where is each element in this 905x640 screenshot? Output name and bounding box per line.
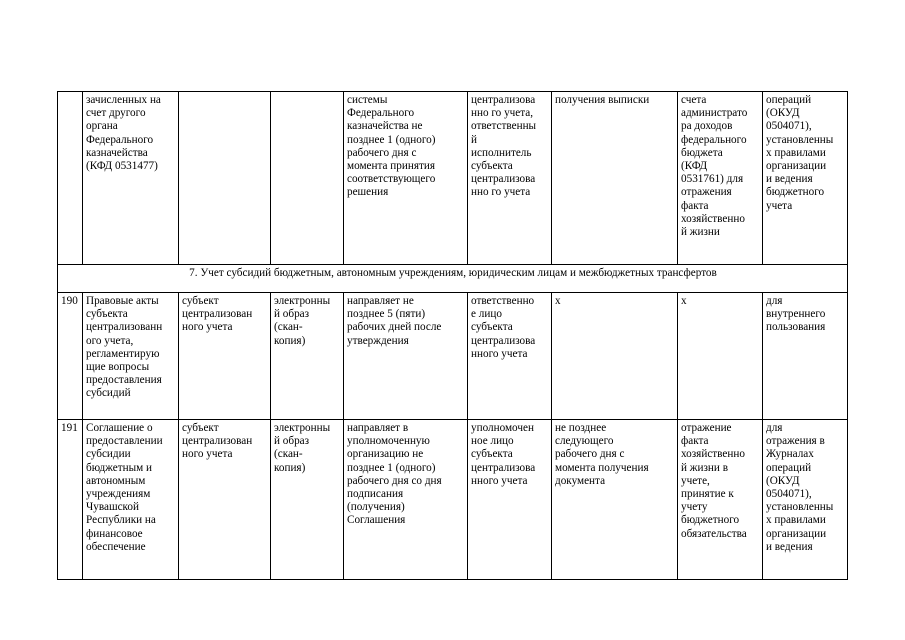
row-number-cell: 190 xyxy=(58,293,83,420)
row-number-cell xyxy=(58,92,83,265)
table-row-continuation xyxy=(58,92,848,265)
section-heading: 7. Учет субсидий бюджетным, автономным учреждениям, юридическим лицам и межбюджетных трансфертов xyxy=(58,265,848,293)
responsible-cell: централизова нно го учета, ответственны й исполнитель субъекта централизова нно го учета xyxy=(468,92,552,265)
format-cell xyxy=(271,92,344,265)
format-cell: электронны й образ (скан- копия) xyxy=(271,420,344,580)
usage-cell: операций (ОКУД 0504071), установленны х правилами организации и ведения бюджетного учета xyxy=(763,92,848,265)
processing-deadline-cell: не позднее следующего рабочего дня с момента получения документа xyxy=(552,420,678,580)
document-name-cell: Правовые акты субъекта централизованн ого учета, регламентирую щие вопросы предоставления субсидий xyxy=(83,293,179,420)
responsible-cell: уполномочен ное лицо субъекта централизова нного учета xyxy=(468,420,552,580)
deadline-cell: направляет в уполномоченную организацию не позднее 1 (одного) рабочего дня со дня подписания (получения) Соглашения xyxy=(344,420,468,580)
creator-cell xyxy=(179,92,271,265)
document-name-cell: зачисленных на счет другого органа Федерального казначейства (КФД 0531477) xyxy=(83,92,179,265)
row-number-cell: 191 xyxy=(58,420,83,580)
purpose-cell: счета администрато ра доходов федерального бюджета (КФД 0531761) для отражения факта хозяйственно й жизни xyxy=(678,92,763,265)
document-name-cell: Соглашение о предоставлении субсидии бюджетным и автономным учреждениям Чувашской Республики на финансовое обеспечение xyxy=(83,420,179,580)
processing-deadline-cell: х xyxy=(552,293,678,420)
document-table xyxy=(57,91,848,580)
deadline-cell: системы Федерального казначейства не позднее 1 (одного) рабочего дня с момента принятия соответствующего решения xyxy=(344,92,468,265)
purpose-cell: отражение факта хозяйственно й жизни в учете, принятие к учету бюджетного обязательства xyxy=(678,420,763,580)
purpose-cell: х xyxy=(678,293,763,420)
responsible-cell: ответственно е лицо субъекта централизова нного учета xyxy=(468,293,552,420)
creator-cell: субъект централизован ного учета xyxy=(179,293,271,420)
table-row xyxy=(58,420,848,580)
processing-deadline-cell: получения выписки xyxy=(552,92,678,265)
usage-cell: для внутреннего пользования xyxy=(763,293,848,420)
deadline-cell: направляет не позднее 5 (пяти) рабочих дней после утверждения xyxy=(344,293,468,420)
usage-cell: для отражения в Журналах операций (ОКУД 0504071), установленны х правилами организации и ведения xyxy=(763,420,848,580)
creator-cell: субъект централизован ного учета xyxy=(179,420,271,580)
section-heading-row xyxy=(58,265,848,293)
format-cell: электронны й образ (скан- копия) xyxy=(271,293,344,420)
table-row xyxy=(58,293,848,420)
